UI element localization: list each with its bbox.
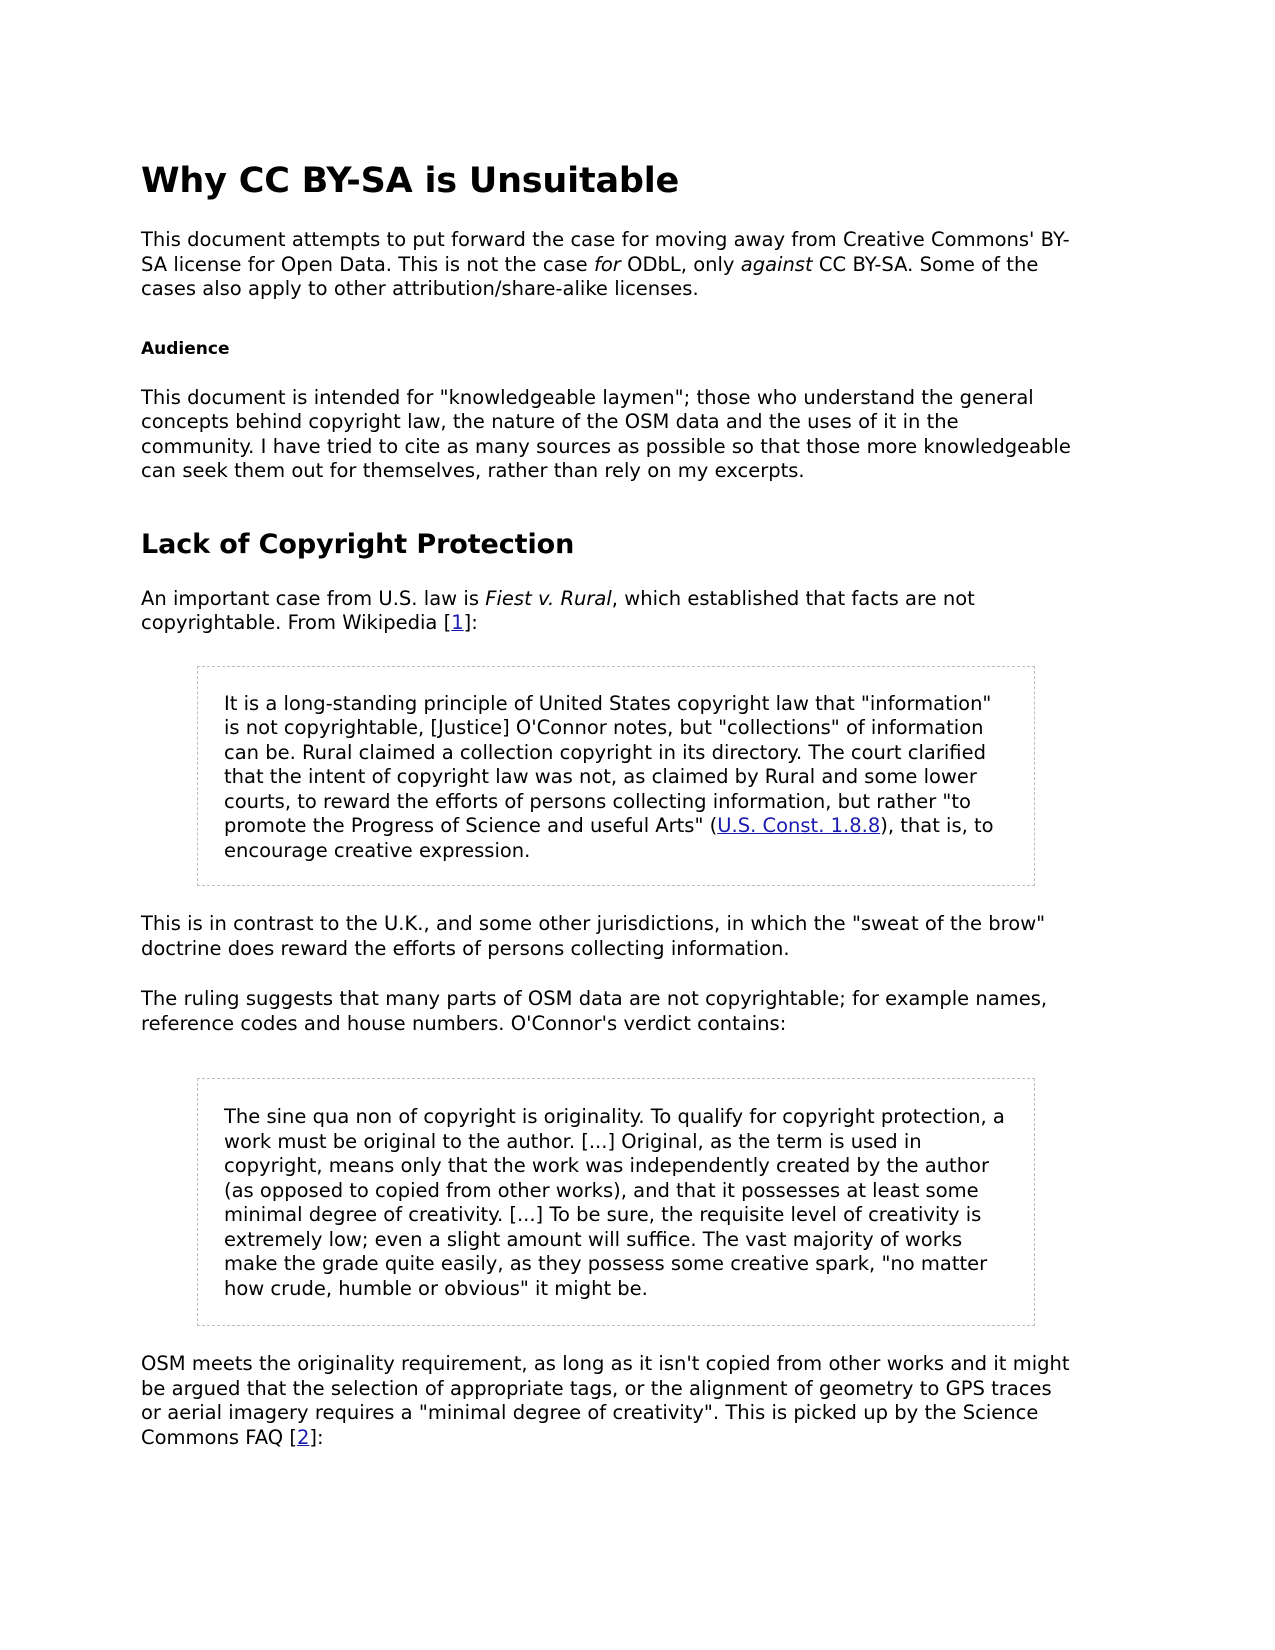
ruling-suggests-paragraph: The ruling suggests that many parts of OSM data are not copyrightable; for example names, reference codes and house numbers. O'Connor's verdict contains: bbox=[141, 987, 1048, 1035]
document-content bbox=[141, 160, 1071, 1450]
intro-text-part2: ODbL, only bbox=[620, 252, 741, 276]
blockquote-wikipedia-text bbox=[224, 692, 1008, 864]
closing-part1: OSM meets the originality requirement, as long as it isn't copied from other works and it might be argued that the selection of appropriate tags, or the alignment of geometry to GPS traces or aerial imagery requires a "minimal degree of creativity". This is picked up by the Science Commons FAQ [ bbox=[141, 1352, 1070, 1449]
blockquote1-part1: It is a long-standing principle of United States copyright law that "information" is not copyrightable, [Justice] O'Connor notes, but "collections" of information can be. Rural claimed a collection copyright in its directory. The court clarified that the intent of copyright law was not, as claimed by Rural and some lower courts, to reward the efforts of persons collecting information, but rather "to promote the Progress of Science and useful Arts" ( bbox=[224, 691, 992, 837]
audience-heading: Audience bbox=[141, 338, 230, 359]
blockquote1-part2: ), that is, to encourage creative expression. bbox=[224, 814, 994, 862]
reference-link-1[interactable]: 1 bbox=[451, 611, 464, 634]
fiest-intro-part3: ]: bbox=[463, 611, 478, 634]
audience-paragraph: This document is intended for "knowledgeable laymen"; those who understand the general concepts behind copyright law, the nature of the OSM data and the uses of it in the community. I have tried to cite as many sources as possible so that those more knowledgeable can seek them out for themselves, rather than rely on my excerpts. bbox=[141, 385, 1071, 482]
case-name-fiest-v-rural: Fiest v. Rural bbox=[485, 586, 612, 610]
intro-italic-for: for bbox=[593, 252, 621, 276]
us-const-link[interactable]: U.S. Const. 1.8.8 bbox=[717, 814, 881, 837]
intro-paragraph bbox=[141, 228, 1071, 302]
fiest-intro-part1: An important case from U.S. law is bbox=[141, 586, 486, 610]
blockquote-oconnor-verdict bbox=[197, 1078, 1035, 1326]
fiest-intro-part2: , which established that facts are not copyrightable. From Wikipedia [ bbox=[141, 586, 975, 634]
blockquote-oconnor-text: The sine qua non of copyright is originality. To qualify for copyright protection, a work must be original to the author. [...] Original, as the term is used in copyright, means only that the work was independently created by the author (as opposed to copied from other works), and that it possesses at least some minimal degree of creativity. [...] To be sure, the requisite level of creativity is extremely low; even a slight amount will suffice. The vast majority of works make the grade quite easily, as they possess some creative spark, "no matter how crude, humble or obvious" it might be. bbox=[224, 1105, 1005, 1300]
fiest-intro-paragraph bbox=[141, 587, 1071, 636]
intro-text-part3: CC BY-SA. Some of the cases also apply to other attribution/share-alike licenses. bbox=[141, 252, 1039, 300]
blockquote-wikipedia-fiest bbox=[197, 666, 1035, 887]
closing-part2: ]: bbox=[309, 1425, 324, 1449]
reference-link-2[interactable]: 2 bbox=[296, 1425, 310, 1449]
lack-of-copyright-protection-heading: Lack of Copyright Protection bbox=[141, 528, 575, 560]
intro-text-part1: This document attempts to put forward the case for moving away from Creative Commons' BY-SA license for Open Data. This is not the case bbox=[141, 228, 1070, 276]
page-title: Why CC BY-SA is Unsuitable bbox=[141, 161, 680, 201]
osm-originality-paragraph bbox=[141, 1352, 1071, 1450]
intro-italic-against: against bbox=[740, 252, 813, 276]
sweat-of-the-brow-paragraph: This is in contrast to the U.K., and some other jurisdictions, in which the "sweat of the brow" doctrine does reward the efforts of persons collecting information. bbox=[141, 912, 1046, 960]
